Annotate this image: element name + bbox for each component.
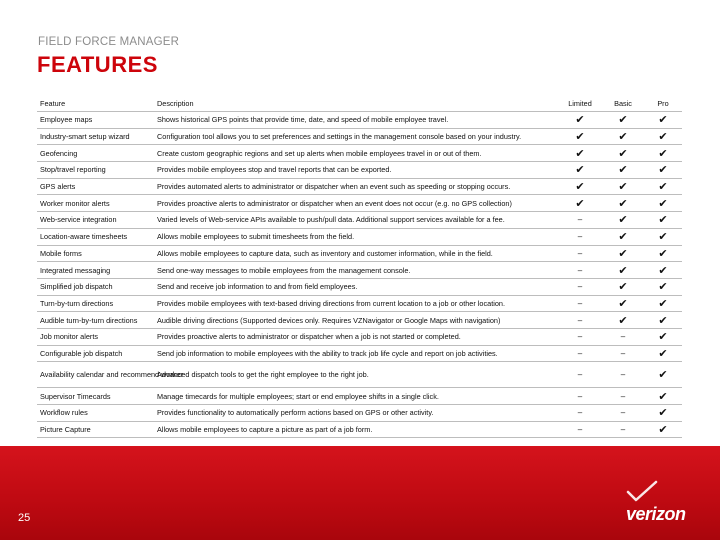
basic-availability-dash-icon: – xyxy=(602,328,644,345)
pro-availability-checkmark-icon: ✔ xyxy=(644,421,682,438)
limited-availability-dash-icon: – xyxy=(558,345,602,362)
limited-availability-dash-icon: – xyxy=(558,262,602,279)
limited-availability-dash-icon: – xyxy=(558,328,602,345)
feature-description-cell: Audible driving directions (Supported devices only. Requires VZNavigator or Google Maps with navigation) xyxy=(154,312,558,329)
limited-availability-dash-icon: – xyxy=(558,388,602,405)
table-row xyxy=(37,195,682,212)
table-row xyxy=(37,328,682,345)
feature-name-cell: Job monitor alerts xyxy=(37,328,154,345)
feature-name-cell: Industry-smart setup wizard xyxy=(37,128,154,145)
basic-availability-dash-icon: – xyxy=(602,362,644,388)
basic-availability-checkmark-icon: ✔ xyxy=(602,278,644,295)
limited-availability-checkmark-icon: ✔ xyxy=(558,178,602,195)
feature-name-cell: Worker monitor alerts xyxy=(37,195,154,212)
pro-availability-checkmark-icon: ✔ xyxy=(644,195,682,212)
feature-name-cell: Audible turn-by-turn directions xyxy=(37,312,154,329)
feature-description-cell: Configuration tool allows you to set preferences and settings in the management console based on your industry. xyxy=(154,128,558,145)
basic-availability-checkmark-icon: ✔ xyxy=(602,145,644,162)
limited-availability-checkmark-icon: ✔ xyxy=(558,112,602,129)
feature-name-cell: Mobile forms xyxy=(37,245,154,262)
basic-availability-checkmark-icon: ✔ xyxy=(602,312,644,329)
table-row xyxy=(37,295,682,312)
feature-description-cell: Provides proactive alerts to administrator or dispatcher when an event does not occur (e.g. no GPS collection) xyxy=(154,195,558,212)
feature-description-cell: Provides proactive alerts to administrator or dispatcher when a job is not started or completed. xyxy=(154,328,558,345)
feature-name-cell: Availability calendar and recommend worker xyxy=(37,362,154,388)
feature-name-cell: Employee maps xyxy=(37,112,154,129)
basic-availability-checkmark-icon: ✔ xyxy=(602,228,644,245)
feature-name-cell: Stop/travel reporting xyxy=(37,162,154,179)
table-header-row xyxy=(37,95,682,112)
pro-availability-checkmark-icon: ✔ xyxy=(644,145,682,162)
pro-availability-checkmark-icon: ✔ xyxy=(644,328,682,345)
feature-description-cell: Provides mobile employees stop and travel reports that can be exported. xyxy=(154,162,558,179)
limited-availability-dash-icon: – xyxy=(558,278,602,295)
basic-availability-checkmark-icon: ✔ xyxy=(602,295,644,312)
pro-availability-checkmark-icon: ✔ xyxy=(644,262,682,279)
basic-availability-dash-icon: – xyxy=(602,345,644,362)
feature-name-cell: Configurable job dispatch xyxy=(37,345,154,362)
pro-availability-checkmark-icon: ✔ xyxy=(644,362,682,388)
feature-name-cell: Simplified job dispatch xyxy=(37,278,154,295)
basic-availability-checkmark-icon: ✔ xyxy=(602,178,644,195)
limited-availability-dash-icon: – xyxy=(558,421,602,438)
table-row xyxy=(37,245,682,262)
column-header-description: Description xyxy=(154,95,558,112)
feature-description-cell: Varied levels of Web-service APIs available to push/pull data. Additional support services available for a fee. xyxy=(154,212,558,229)
page-number: 25 xyxy=(18,512,31,524)
feature-name-cell: Supervisor Timecards xyxy=(37,388,154,405)
limited-availability-checkmark-icon: ✔ xyxy=(558,162,602,179)
feature-description-cell: Create custom geographic regions and set up alerts when mobile employees travel in or out of them. xyxy=(154,145,558,162)
limited-availability-checkmark-icon: ✔ xyxy=(558,195,602,212)
pro-availability-checkmark-icon: ✔ xyxy=(644,388,682,405)
feature-description-cell: Send and receive job information to and from field employees. xyxy=(154,278,558,295)
features-table xyxy=(37,95,682,438)
limited-availability-dash-icon: – xyxy=(558,312,602,329)
column-header-basic: Basic xyxy=(602,95,644,112)
table-row xyxy=(37,162,682,179)
feature-description-cell: Provides mobile employees with text-based driving directions from current location to a job or other location. xyxy=(154,295,558,312)
feature-description-cell: Provides functionality to automatically perform actions based on GPS or other activity. xyxy=(154,405,558,422)
limited-availability-checkmark-icon: ✔ xyxy=(558,145,602,162)
table-row xyxy=(37,145,682,162)
pro-availability-checkmark-icon: ✔ xyxy=(644,178,682,195)
feature-name-cell: Location-aware timesheets xyxy=(37,228,154,245)
feature-description-cell: Manage timecards for multiple employees; start or end employee shifts in a single click. xyxy=(154,388,558,405)
pro-availability-checkmark-icon: ✔ xyxy=(644,312,682,329)
table-row xyxy=(37,178,682,195)
table-row xyxy=(37,212,682,229)
basic-availability-dash-icon: – xyxy=(602,421,644,438)
table-row xyxy=(37,405,682,422)
pro-availability-checkmark-icon: ✔ xyxy=(644,128,682,145)
basic-availability-dash-icon: – xyxy=(602,405,644,422)
limited-availability-dash-icon: – xyxy=(558,405,602,422)
basic-availability-checkmark-icon: ✔ xyxy=(602,262,644,279)
feature-name-cell: Integrated messaging xyxy=(37,262,154,279)
feature-name-cell: Workflow rules xyxy=(37,405,154,422)
pro-availability-checkmark-icon: ✔ xyxy=(644,345,682,362)
pro-availability-checkmark-icon: ✔ xyxy=(644,212,682,229)
basic-availability-checkmark-icon: ✔ xyxy=(602,212,644,229)
footer-band xyxy=(0,446,720,540)
limited-availability-dash-icon: – xyxy=(558,295,602,312)
page-title: FEATURES xyxy=(37,52,158,77)
limited-availability-dash-icon: – xyxy=(558,228,602,245)
feature-name-cell: Picture Capture xyxy=(37,421,154,438)
feature-description-cell: Allows mobile employees to submit timesheets from the field. xyxy=(154,228,558,245)
feature-description-cell: Send job information to mobile employees with the ability to track job life cycle and report on job activities. xyxy=(154,345,558,362)
feature-name-cell: Turn-by-turn directions xyxy=(37,295,154,312)
pro-availability-checkmark-icon: ✔ xyxy=(644,405,682,422)
feature-description-cell: Send one-way messages to mobile employees from the management console. xyxy=(154,262,558,279)
table-row xyxy=(37,228,682,245)
table-row xyxy=(37,278,682,295)
feature-description-cell: Allows mobile employees to capture data, such as inventory and customer information, while in the field. xyxy=(154,245,558,262)
pro-availability-checkmark-icon: ✔ xyxy=(644,112,682,129)
pro-availability-checkmark-icon: ✔ xyxy=(644,278,682,295)
pro-availability-checkmark-icon: ✔ xyxy=(644,228,682,245)
table-row xyxy=(37,345,682,362)
table-row xyxy=(37,262,682,279)
basic-availability-checkmark-icon: ✔ xyxy=(602,112,644,129)
limited-availability-dash-icon: – xyxy=(558,212,602,229)
table-row xyxy=(37,421,682,438)
feature-name-cell: Web-service integration xyxy=(37,212,154,229)
verizon-logo xyxy=(626,478,702,524)
section-subtitle: FIELD FORCE MANAGER xyxy=(38,36,180,48)
basic-availability-dash-icon: – xyxy=(602,388,644,405)
pro-availability-checkmark-icon: ✔ xyxy=(644,162,682,179)
pro-availability-checkmark-icon: ✔ xyxy=(644,245,682,262)
limited-availability-dash-icon: – xyxy=(558,245,602,262)
column-header-feature: Feature xyxy=(37,95,154,112)
feature-name-cell: GPS alerts xyxy=(37,178,154,195)
basic-availability-checkmark-icon: ✔ xyxy=(602,162,644,179)
basic-availability-checkmark-icon: ✔ xyxy=(602,245,644,262)
table-row xyxy=(37,388,682,405)
feature-description-cell: Allows mobile employees to capture a picture as part of a job form. xyxy=(154,421,558,438)
feature-description-cell: Advanced dispatch tools to get the right employee to the right job. xyxy=(154,362,558,388)
logo-wordmark: verizon xyxy=(626,504,686,524)
basic-availability-checkmark-icon: ✔ xyxy=(602,128,644,145)
column-header-pro: Pro xyxy=(644,95,682,112)
limited-availability-dash-icon: – xyxy=(558,362,602,388)
limited-availability-checkmark-icon: ✔ xyxy=(558,128,602,145)
basic-availability-checkmark-icon: ✔ xyxy=(602,195,644,212)
column-header-limited: Limited xyxy=(558,95,602,112)
pro-availability-checkmark-icon: ✔ xyxy=(644,295,682,312)
feature-description-cell: Provides automated alerts to administrator or dispatcher when an event such as speeding or stopping occurs. xyxy=(154,178,558,195)
feature-name-cell: Geofencing xyxy=(37,145,154,162)
table-row xyxy=(37,362,682,388)
table-row xyxy=(37,128,682,145)
feature-description-cell: Shows historical GPS points that provide time, date, and speed of mobile employee travel. xyxy=(154,112,558,129)
table-row xyxy=(37,312,682,329)
table-row xyxy=(37,112,682,129)
